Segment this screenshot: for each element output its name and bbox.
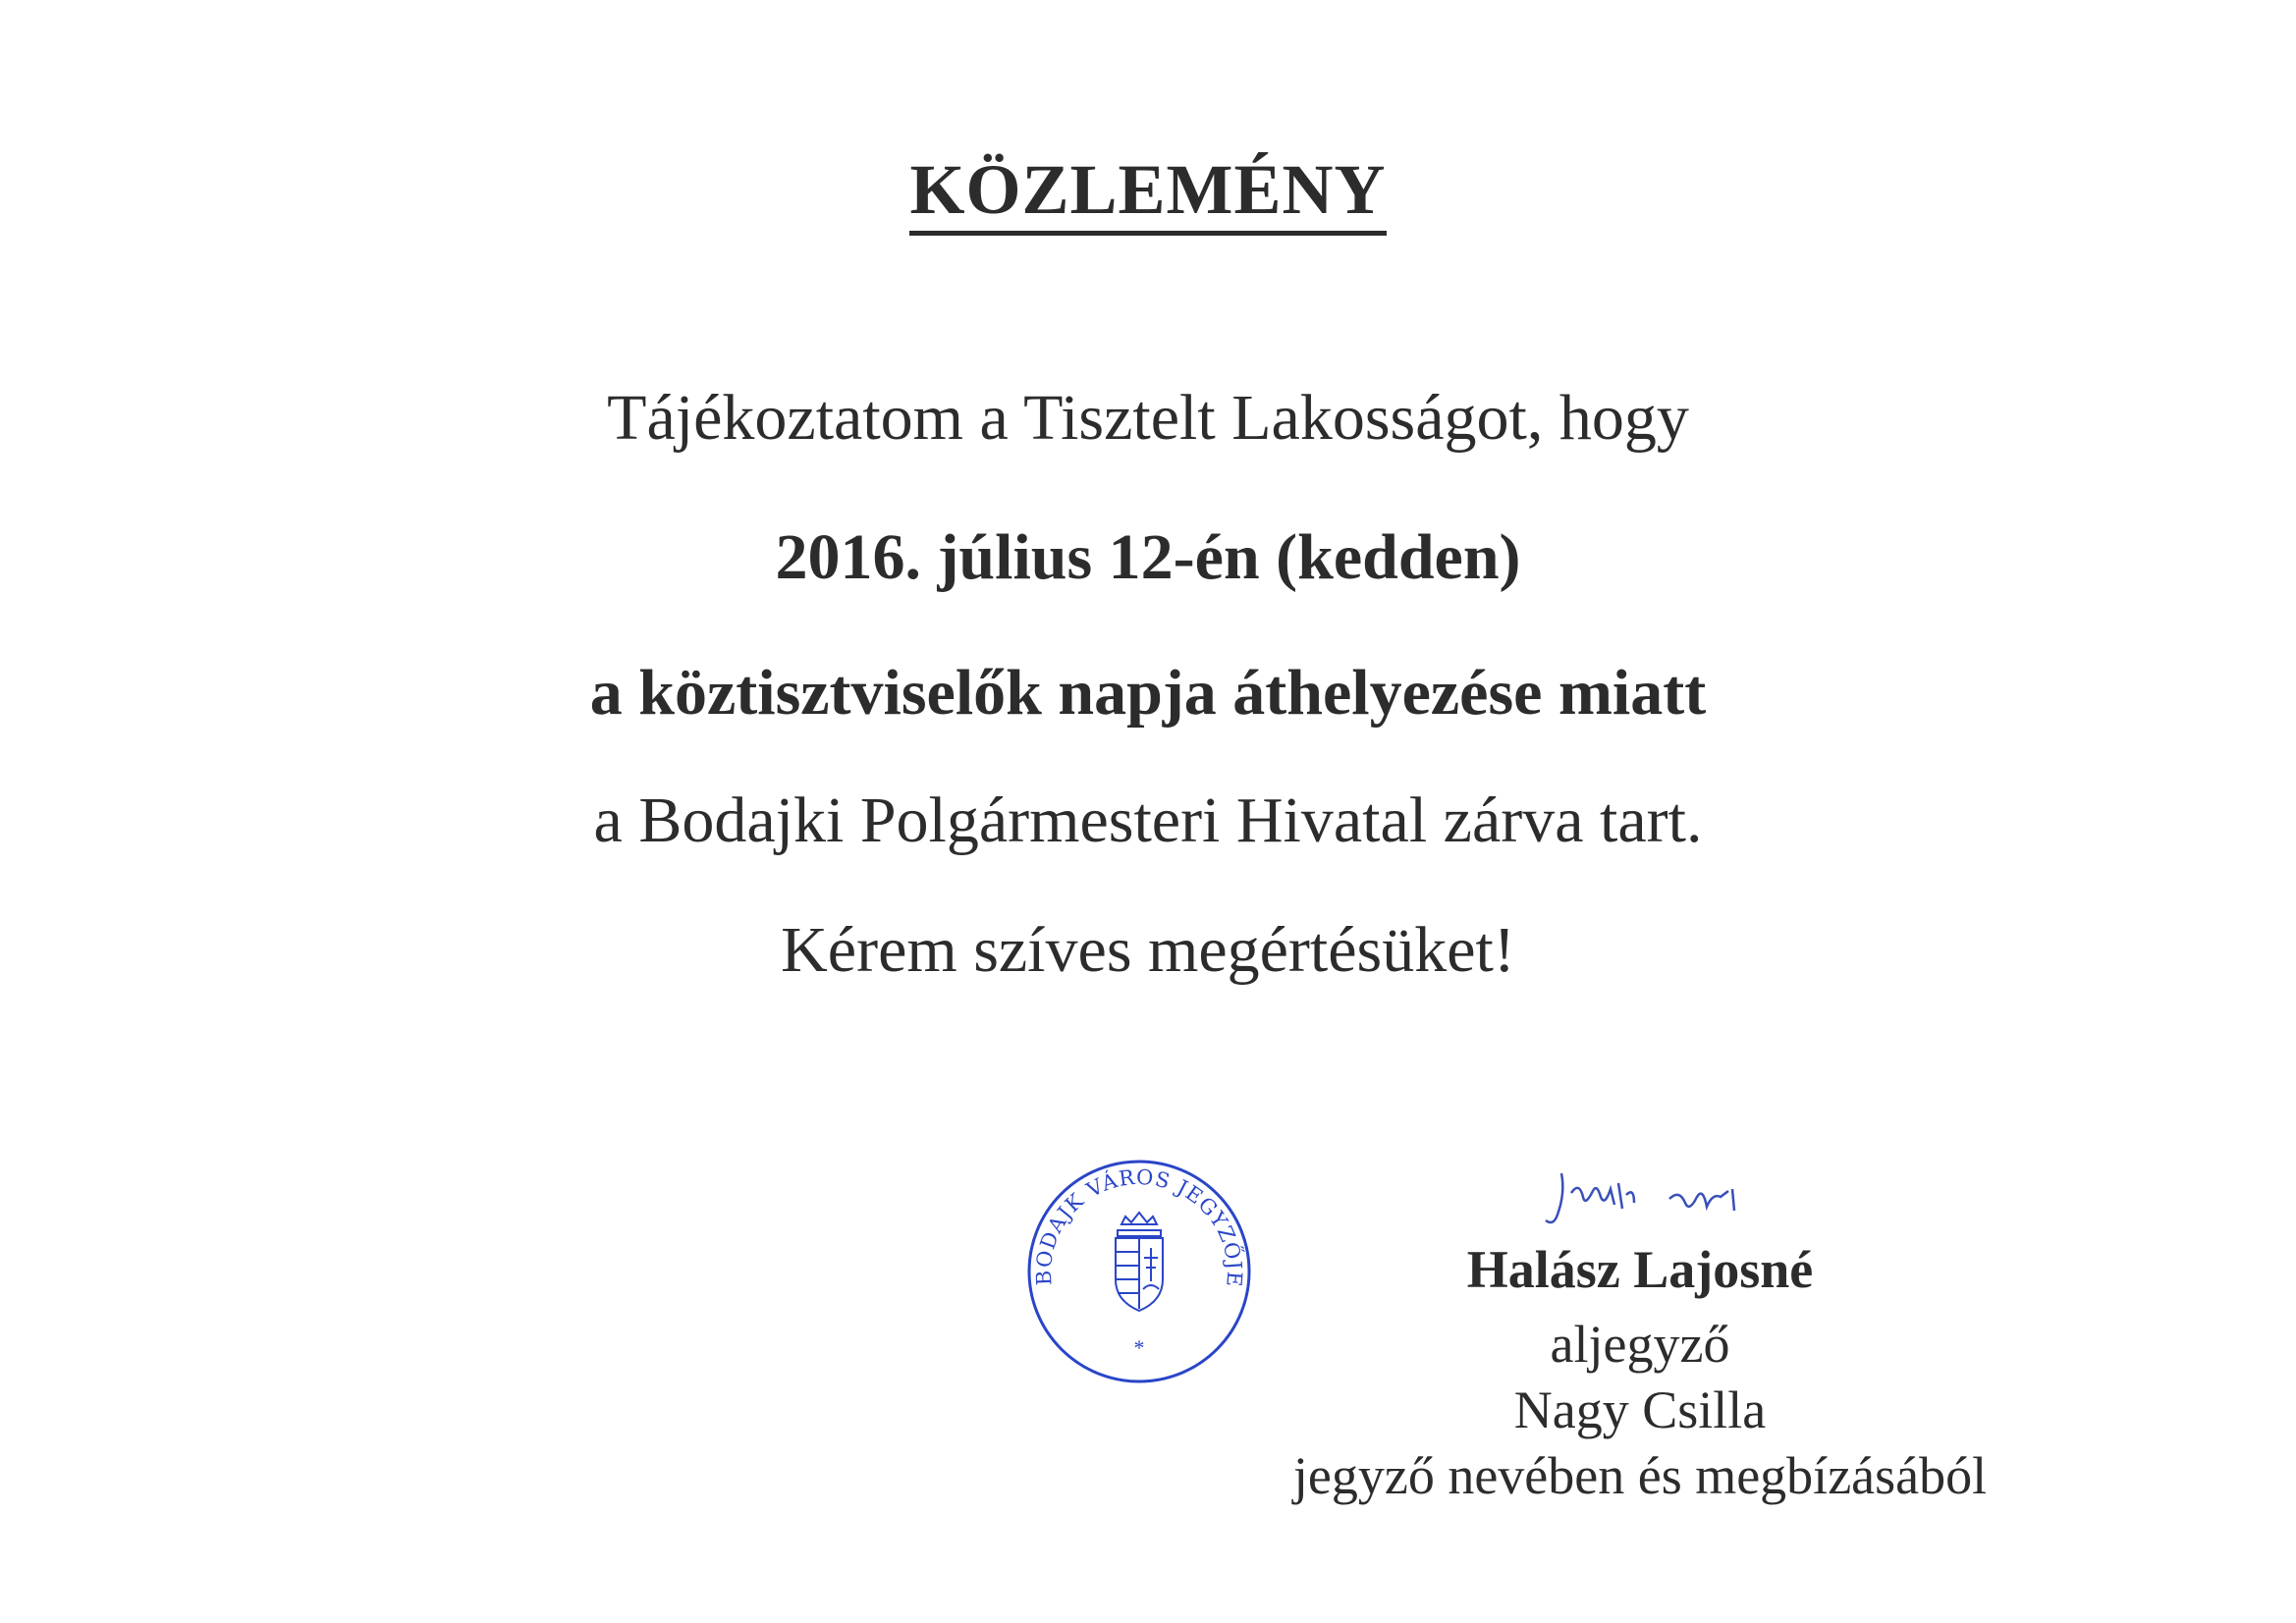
signer-name: Halász Lajosné [1466,1240,1814,1299]
body-line-reason: a köztisztviselők napja áthelyezése miatt [589,657,1707,729]
body-line-date: 2016. július 12-én (kedden) [775,521,1521,593]
body-line-1: Tájékoztatom a Tisztelt Lakosságot, hogy [607,382,1689,454]
document-title [0,149,2296,231]
official-stamp [1021,1154,1257,1389]
stamp-star-icon: * [1133,1335,1145,1360]
handwritten-signature [1532,1163,1758,1242]
coat-of-arms-icon [1116,1213,1163,1311]
on-behalf-text: jegyző nevében és megbízásából [1292,1446,1988,1505]
principal-name: Nagy Csilla [1513,1380,1767,1439]
body-line-closure: a Bodajki Polgármesteri Hivatal zárva tart. [593,784,1703,856]
document-title-text: KÖZLEMÉNY [909,150,1386,236]
body-line-closing: Kérem szíves megértésüket! [781,914,1515,986]
signer-role: aljegyző [1550,1315,1730,1374]
stamp-text: BODAJK VÁROS JEGYZŐJE [1031,1164,1247,1289]
